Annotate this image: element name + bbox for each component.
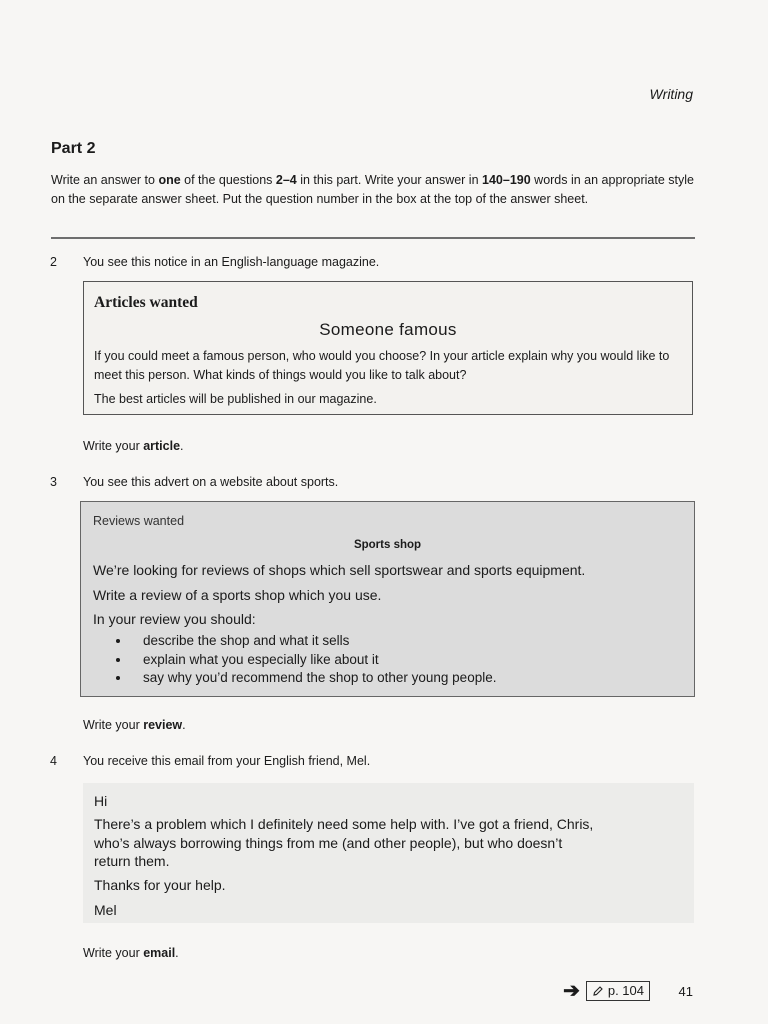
divider [51, 237, 695, 239]
page-reference-label: p. 104 [607, 983, 644, 998]
advert-line-2: Write a review of a sports shop which you use. [93, 587, 382, 603]
notice-subheading: Someone famous [319, 320, 457, 339]
list-item: • explain what you especially like about it [131, 651, 496, 670]
question-number-2: 2 [50, 255, 57, 269]
advert-subheading: Sports shop [353, 539, 422, 551]
page-reference [586, 981, 650, 1001]
advert-heading: Reviews wanted [93, 514, 185, 528]
notice-text: If you could meet a famous person, who would you choose? In your article explain why you would like to meet this person. What kinds of things would you like to talk about? [94, 349, 670, 382]
article-notice-box [83, 281, 693, 415]
advert-line-3: In your review you should: [93, 611, 256, 627]
question-4-prompt: You receive this email from your English friend, Mel. [83, 754, 371, 768]
part-title: Part 2 [51, 140, 96, 157]
part-instructions: Write an answer to one of the questions 2–4 in this part. Write your answer in 140–190 words in an appropriate style on the separate answer sheet. Put the question number in the box at the top of the answer sheet. [51, 173, 694, 206]
right-arrow-icon: ➔ [563, 980, 580, 1002]
question-number-4: 4 [50, 754, 57, 768]
email-body-line-3: return them. [94, 853, 170, 869]
notice-text-2: The best articles will be published in our magazine. [94, 392, 377, 406]
question-4-task: Write your email. [83, 946, 179, 960]
question-3-prompt: You see this advert on a website about sports. [83, 475, 339, 489]
advert-bullet-list [111, 632, 496, 688]
page-number: 41 [678, 984, 693, 999]
question-3-task: Write your review. [83, 718, 186, 732]
list-item: • say why you’d recommend the shop to other young people. [131, 669, 496, 688]
question-2-task: Write your article. [83, 439, 184, 453]
section-title: Writing [649, 86, 693, 102]
email-box [83, 783, 694, 923]
email-body-line-2: who’s always borrowing things from me (and other people), but who doesn’t [94, 835, 563, 851]
email-thanks: Thanks for your help. [94, 877, 226, 893]
email-body-line-1: There’s a problem which I definitely need some help with. I’ve got a friend, Chris, [94, 816, 594, 832]
pencil-icon [592, 985, 604, 997]
question-2-prompt: You see this notice in an English-language magazine. [83, 255, 380, 269]
review-advert-box [80, 501, 695, 697]
advert-line-1: We’re looking for reviews of shops which sell sportswear and sports equipment. [93, 562, 586, 578]
email-greeting: Hi [94, 793, 108, 809]
notice-heading: Articles wanted [94, 294, 198, 311]
question-number-3: 3 [50, 475, 57, 489]
page-reference-link[interactable] [563, 981, 650, 1001]
list-item: • describe the shop and what it sells [131, 632, 496, 651]
email-signoff: Mel [94, 902, 117, 918]
